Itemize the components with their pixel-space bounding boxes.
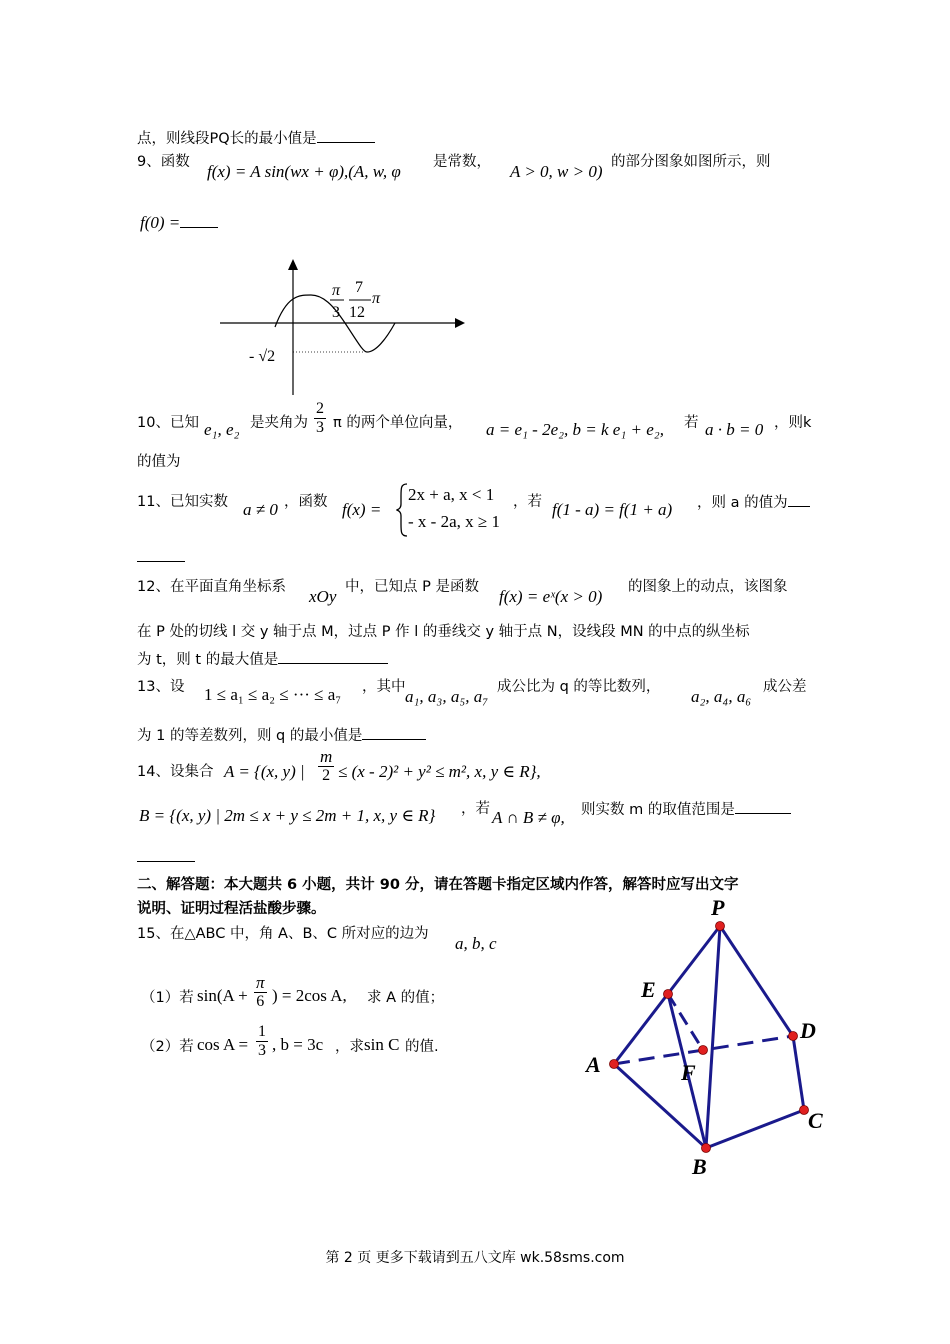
label-C: C xyxy=(808,1108,823,1133)
q15-part1-text: 求 A 的值； xyxy=(367,990,445,1006)
q15-part2-sinC: sin C xyxy=(364,1035,400,1054)
q15-sides: a, b, c xyxy=(455,934,497,953)
q15-part1-frac xyxy=(254,974,267,1011)
q10-vectors: e₁, e₂ xyxy=(204,420,240,439)
q13-text3: 成公差 xyxy=(763,679,807,695)
q9-text2: 的部分图象如图所示，则 xyxy=(611,154,771,170)
q12-text: 中，已知点 P 是函数 xyxy=(345,579,479,595)
tick-12: 12 xyxy=(349,304,365,321)
edge-EF-hidden xyxy=(668,994,703,1050)
tick-pi2: π xyxy=(372,290,381,307)
q15-part1-expr: sin(A + xyxy=(197,986,248,1005)
q15-part2-expr2: , b = 3c xyxy=(272,1035,324,1054)
frac-num: 2 xyxy=(316,400,324,417)
q11-blank2 xyxy=(137,547,185,568)
label-A: A xyxy=(586,1052,601,1077)
q9-label: 9、函数 xyxy=(137,154,190,170)
q10-def: a = e₁ - 2e₂, b = k e₁ + e₂, xyxy=(486,420,664,439)
frac-den: 2 xyxy=(322,767,331,784)
q11-case1: 2x + a, x < 1 xyxy=(408,485,495,504)
pyramid-figure xyxy=(580,890,840,1190)
q14-tail: 则实数 m 的取值范围是 xyxy=(581,802,735,818)
answer-blank xyxy=(180,213,218,228)
q11-tail: ，则 a 的值为 xyxy=(697,495,788,511)
q15-part2-label: （2）若 xyxy=(141,1039,194,1055)
label-D: D xyxy=(800,1018,816,1043)
q15-part2-text2: 的值. xyxy=(405,1039,439,1055)
q10-text2: π 的两个单位向量， xyxy=(333,415,463,431)
answer-blank xyxy=(362,725,426,740)
frac-num: π xyxy=(256,973,265,992)
q12-func: f(x) = eˣ(x > 0) xyxy=(499,587,603,606)
q10-text: 是夹角为 xyxy=(250,415,308,431)
q12-text2: 的图象上的动点，该图象 xyxy=(628,579,788,595)
q14-setA xyxy=(224,762,305,782)
q13-text4 xyxy=(137,725,426,746)
q14-blank2 xyxy=(137,847,195,868)
q15-part1-expr2: ) = 2cos A, xyxy=(272,986,347,1005)
q14-cond: A ∩ B ≠ φ, xyxy=(492,808,565,827)
q12-sys: xOy xyxy=(309,587,337,606)
vertex-F xyxy=(699,1046,708,1055)
q8-tail xyxy=(137,128,375,149)
q9-text: 是常数， xyxy=(433,154,491,170)
q9-answer xyxy=(140,213,218,234)
q15-part1-label: （1）若 xyxy=(141,990,194,1006)
edge-BC xyxy=(706,1110,804,1148)
q15-part2-frac xyxy=(256,1023,268,1060)
tick-3: 3 xyxy=(332,304,340,321)
q11-text: ，函数 xyxy=(284,494,328,510)
label-P: P xyxy=(711,895,725,920)
q8-text: 点，则线段PQ长的最小值是 xyxy=(137,131,317,147)
answer-blank xyxy=(788,492,810,507)
vertex-E xyxy=(664,990,673,999)
frac-num: m xyxy=(320,747,333,766)
q13-tail: 为 1 的等差数列，则 q 的最小值是 xyxy=(137,728,363,744)
q12-text4 xyxy=(137,649,388,670)
q14-setA-tail: ≤ (x - 2)² + y² ≤ m², x, y ∈ R}, xyxy=(338,762,541,781)
edge-PB xyxy=(706,926,720,1148)
q15-part2-text: ，求 xyxy=(335,1039,364,1055)
q14-setA-head: A = {(x, y) | xyxy=(224,762,305,781)
y-axis-arrow xyxy=(288,259,298,270)
q13-text2: 成公比为 q 的等比数列， xyxy=(497,679,661,695)
edge-PD xyxy=(720,926,793,1036)
label-B: B xyxy=(692,1154,707,1179)
q14-text xyxy=(581,799,791,820)
tick-pi: π xyxy=(332,282,341,299)
q12-tail: 为 t，则 t 的最大值是 xyxy=(137,652,279,668)
answer-blank xyxy=(735,799,791,814)
tick-7: 7 xyxy=(355,279,363,296)
q10-text4: 的值为 xyxy=(137,454,181,470)
q9-formula: f(x) = A sin(wx + φ),(A, w, φ xyxy=(207,162,401,181)
q13-odd: a₁, a₃, a₅, a₇ xyxy=(405,687,489,706)
frac-num: 1 xyxy=(258,1023,266,1040)
q14-label: 14、设集合 xyxy=(137,764,214,780)
vertex-B xyxy=(702,1144,711,1153)
section2-heading: 二、解答题：本大题共 6 小题，共计 90 分，请在答题卡指定区域内作答，解答时应写出文字 xyxy=(137,877,739,893)
q13-even: a₂, a₄, a₆ xyxy=(691,687,752,706)
q9-condition: A > 0, w > 0) xyxy=(510,162,603,181)
q11-eq: f(1 - a) = f(1 + a) xyxy=(552,500,673,519)
q15-part2-expr: cos A = xyxy=(197,1035,249,1054)
q13-text: ，其中 xyxy=(362,679,406,695)
q11-cond: a ≠ 0 xyxy=(243,500,278,519)
q11-if: ，若 xyxy=(513,494,542,510)
vertex-A xyxy=(610,1060,619,1069)
q14-fraction xyxy=(318,748,334,785)
section2-heading2: 说明、证明过程活盐酸步骤。 xyxy=(137,901,326,917)
q14-setB: B = {(x, y) | 2m ≤ x + y ≤ 2m + 1, x, y ∈ R} xyxy=(139,806,436,825)
q12-label: 12、在平面直角坐标系 xyxy=(137,579,286,595)
q11-case2: - x - 2a, x ≥ 1 xyxy=(408,512,500,531)
q10-dot: a · b = 0 xyxy=(705,420,764,439)
page-footer: 第 2 页 更多下载请到五八文库 wk.58sms.com xyxy=(325,1250,625,1266)
q14-if: ，若 xyxy=(461,801,490,817)
q10-label: 10、已知 xyxy=(137,415,199,431)
vertex-P xyxy=(716,922,725,931)
vertex-D xyxy=(789,1032,798,1041)
q10-if: 若 xyxy=(684,415,699,431)
answer-blank xyxy=(137,547,185,562)
edge-CD xyxy=(793,1036,804,1110)
q10-text3: ，则k xyxy=(774,415,812,431)
q13-label: 13、设 xyxy=(137,679,185,695)
answer-blank xyxy=(278,649,388,664)
q11-func: f(x) = xyxy=(342,500,382,519)
answer-blank xyxy=(317,128,375,143)
frac-den: 3 xyxy=(316,419,324,436)
x-axis-arrow xyxy=(455,318,465,328)
q11-text2 xyxy=(697,492,810,513)
q15-text: 15、在△ABC 中，角 A、B、C 所对应的边为 xyxy=(137,926,429,942)
label-F: F xyxy=(681,1060,696,1085)
q12-text3: 在 P 处的切线 l 交 y 轴于点 M，过点 P 作 l 的垂线交 y 轴于点 N，设线段 MN 的中点的纵坐标 xyxy=(137,624,750,640)
q10-fraction xyxy=(314,400,326,437)
answer-blank xyxy=(137,847,195,862)
frac-den: 6 xyxy=(256,993,265,1010)
q13-chain: 1 ≤ a₁ ≤ a₂ ≤ ··· ≤ a₇ xyxy=(204,685,342,704)
q9-answer-text: f(0) = xyxy=(140,213,181,232)
label-E: E xyxy=(641,977,656,1002)
sine-graph xyxy=(215,255,475,400)
y-min-label: - √2 xyxy=(249,348,276,365)
q11-label: 11、已知实数 xyxy=(137,494,228,510)
frac-den: 3 xyxy=(258,1042,266,1059)
